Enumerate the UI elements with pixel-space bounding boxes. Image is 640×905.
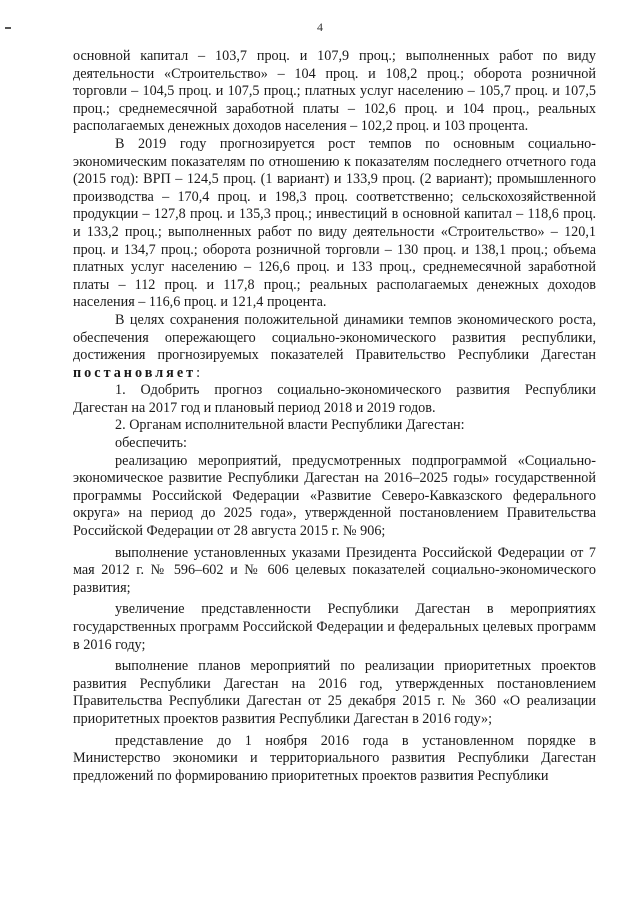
paragraph-p3-tail: : [196,364,201,381]
paragraph-p8: выполнение установленных указами Президента Российской Федерации от 7 мая 2012 г. № 596–602 и № 606 целевых показателей социально-экономического развития; [73,544,596,596]
paragraph-p3-text: В целях сохранения положительной динамики темпов экономического роста, обеспечения опережающего социально-экономического развития республики, достижения прогнозируемых показателей Правительство Республики Дагестан [73,311,596,364]
paragraph-p9: увеличение представленности Республики Дагестан в мероприятиях государственных программ Российской Федерации и федеральных целевых программ в 2016 году; [73,601,596,653]
paragraph-p11: представление до 1 ноября 2016 года в установленном порядке в Министерство экономики и территориального развития Республики Дагестан предложений по формированию приоритетных проектов развития Республики [73,732,596,784]
paragraph-p4: 1. Одобрить прогноз социально-экономического развития Республики Дагестан на 2017 год и плановый период 2018 и 2019 годов. [73,382,596,416]
paragraph-p6: обеспечить: [115,435,187,452]
paragraph-p3 [73,312,596,382]
document-body [73,48,596,785]
paragraph-p1: основной капитал – 103,7 проц. и 107,9 проц.; выполненных работ по виду деятельности «Строительство» – 104 проц. и 108,2 проц.; оборота розничной торговли – 104,5 проц. и 107,5 проц.; платных услуг населению – 105,7 проц. и 107,5 проц.; среднемесячной заработной платы – 102,6 проц. и 104 проц., реальных располагаемых денежных доходов населения – 102,2 проц. и 103 процента. [73,48,596,135]
resolution-keyword: постановляет [73,364,197,381]
page-number: 4 [317,20,323,34]
paragraph-p10: выполнение планов мероприятий по реализации приоритетных проектов развития Республики Дагестан на 2016 год, утвержденных постановлением Правительства Республики Дагестан от 25 декабря 2015 г. № 360 «О реализации приоритетных проектов развития Республики Дагестан в 2016 году»; [73,658,596,727]
paragraph-p7: реализацию мероприятий, предусмотренных подпрограммой «Социально-экономическое развитие Республики Дагестан на 2016–2025 годы» государственной программы Российской Федерации «Развитие Северо-Кавказского федерального округа» на период до 2025 года», утвержденной постановлением Правительства Российской Федерации от 28 августа 2015 г. № 906; [73,452,596,540]
paragraph-p2: В 2019 году прогнозируется рост темпов по основным социально-экономическим показателям по отношению к показателям последнего отчетного года (2015 год): ВРП – 124,5 проц. (1 вариант) и 133,9 проц. (2 вариант); промышленного производства – 170,4 проц. и 198,3 проц. соответственно; сельскохозяйственной продукции – 127,8 проц. и 135,3 проц.; инвестиций в основной капитал – 118,6 проц. и 133,2 проц.; выполненных работ по виду деятельности «Строительство» – 120,1 проц. и 134,7 проц.; оборота розничной торговли – 130 проц. и 138,1 проц.; объема платных услуг населению – 126,6 проц. и 133 проц., среднемесячной заработной платы – 112 проц. и 117,8 проц.; реальных располагаемых денежных доходов населения – 116,6 проц. и 121,4 процента. [73,135,596,311]
paragraph-p5: 2. Органам исполнительной власти Республики Дагестан: [115,417,465,434]
